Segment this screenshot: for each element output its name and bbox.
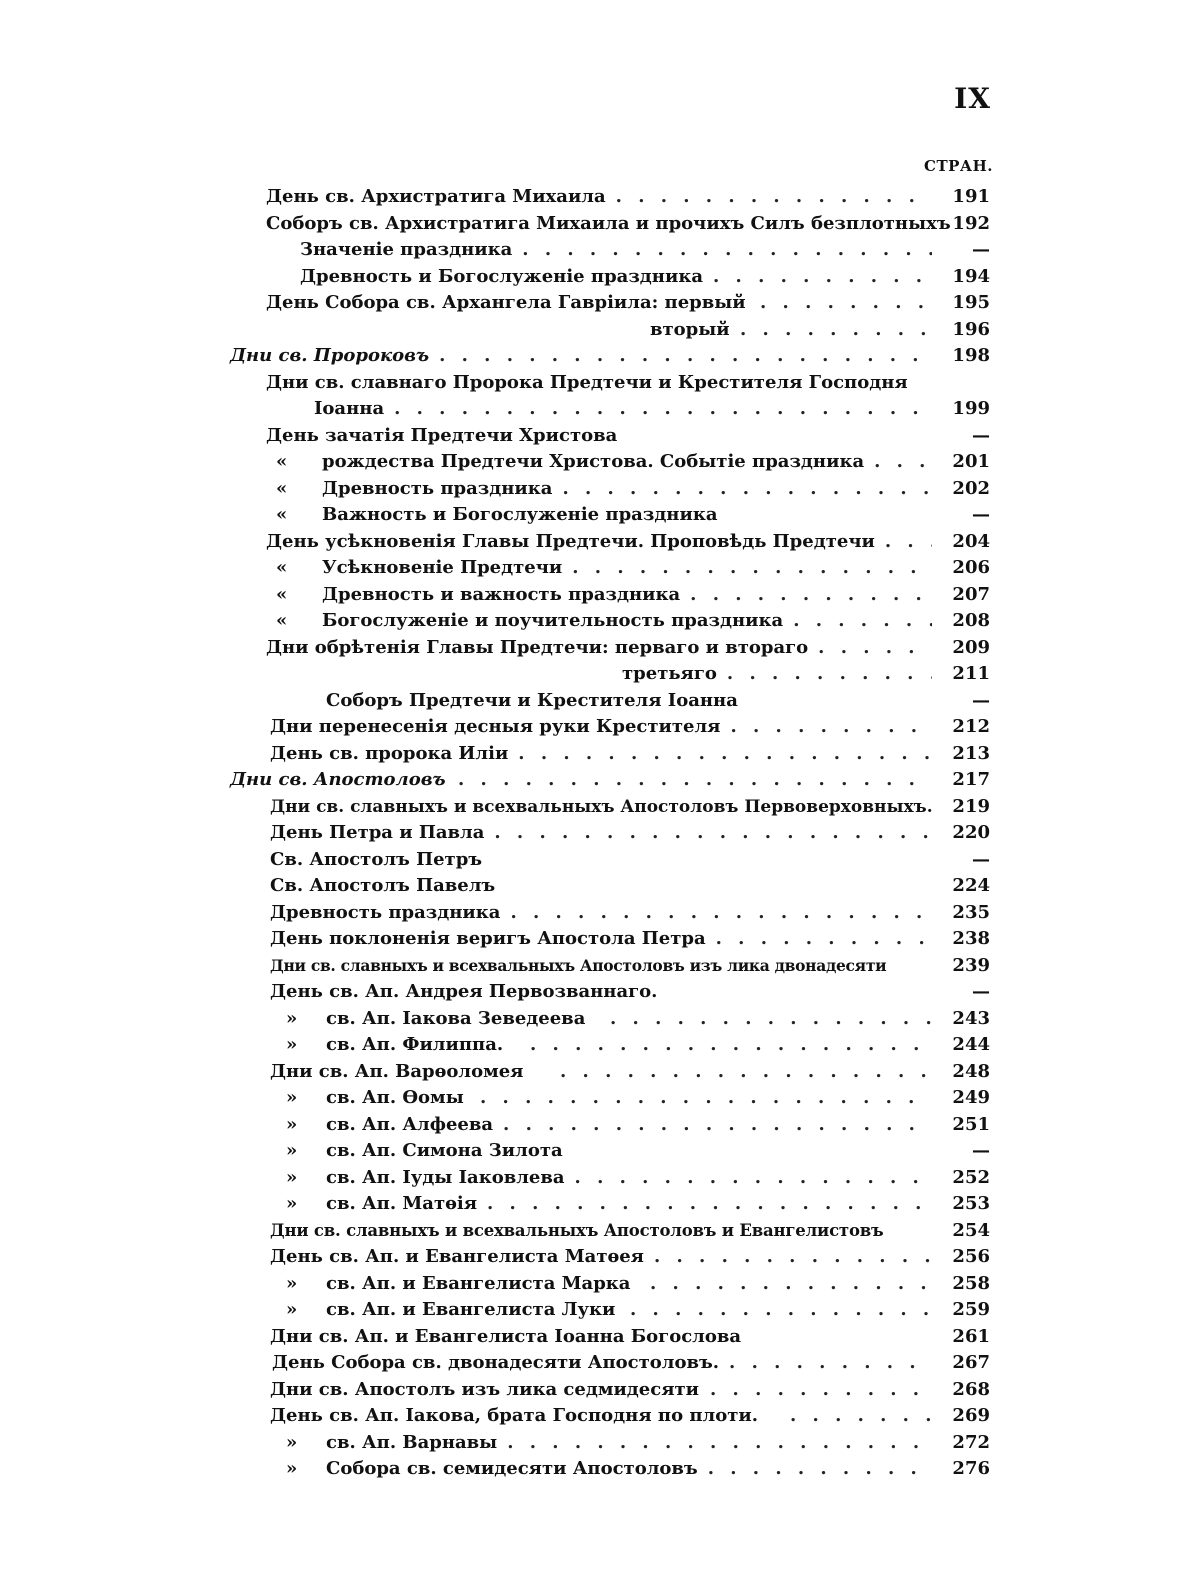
toc-entry-title: Значеніе праздника	[300, 239, 513, 260]
toc-entry	[230, 1377, 990, 1404]
toc-entry	[230, 290, 990, 317]
toc-entry-page: 256	[952, 1246, 990, 1267]
toc-entry-title: День зачатія Предтечи Христова	[266, 424, 618, 446]
ditto-mark: «	[276, 557, 288, 578]
toc-entry-title: Дни св. Ап. и Евангелиста Іоанна Богослова	[270, 1325, 742, 1347]
toc-entry	[230, 423, 990, 450]
dot-leader	[710, 1377, 932, 1404]
toc-entry-page: 206	[952, 557, 990, 578]
ditto-mark: »	[286, 1431, 298, 1453]
toc-entry-title: Св. Апостолъ Павелъ	[270, 875, 496, 896]
toc-entry	[230, 1059, 990, 1086]
dot-leader	[730, 714, 932, 741]
toc-entry	[230, 794, 990, 821]
dot-leader	[518, 741, 932, 768]
dot-leader	[708, 1456, 932, 1483]
toc-entry	[230, 476, 990, 503]
toc-entry	[230, 767, 990, 794]
toc-entry-title: День поклоненія веригъ Апостола Петра	[270, 928, 706, 949]
ditto-mark: «	[276, 504, 288, 525]
toc-entry-title: св. Ап. Матѳія	[326, 1193, 477, 1214]
dot-leader	[439, 343, 932, 370]
toc-entry-page: 238	[952, 928, 990, 949]
toc-entry-page: —	[972, 848, 990, 870]
toc-entry-page: 259	[952, 1299, 990, 1320]
toc-entry	[230, 820, 990, 847]
toc-entry-page: 254	[952, 1219, 990, 1241]
toc-entry-title: св. Ап. Симона Зилота	[326, 1140, 563, 1161]
toc-entry-page: 267	[952, 1352, 990, 1373]
toc-entry-title: День св. Ап. Андрея Первозваннаго.	[270, 981, 658, 1002]
toc-section-heading: Дни св. Апостоловъ	[230, 769, 446, 790]
toc-entry-title: св. Ап. Іуды Іаковлева	[326, 1166, 565, 1188]
dot-leader	[610, 1006, 932, 1033]
toc-entry-page: 192	[952, 212, 990, 234]
ditto-mark: «	[276, 451, 288, 472]
toc-entry	[230, 847, 990, 874]
dot-leader	[793, 608, 932, 635]
toc-entry-page: 207	[952, 583, 990, 605]
toc-entry	[230, 555, 990, 582]
toc-entry-title: Дни обрѣтенія Главы Предтечи: перваго и втораго	[266, 636, 809, 658]
dot-leader	[650, 1271, 932, 1298]
ditto-mark: »	[286, 1007, 298, 1029]
toc-entry	[230, 582, 990, 609]
dot-leader	[507, 1430, 932, 1457]
ditto-mark: »	[286, 1140, 298, 1161]
toc-entry	[230, 1006, 990, 1033]
toc-entry-page: —	[972, 239, 990, 260]
toc-section-heading: Дни св. Пророковъ	[230, 345, 430, 366]
toc-entry-title: Соборъ св. Архистратига Михаила и прочихъ Силъ безплотныхъ	[266, 212, 951, 234]
toc-entry	[230, 237, 990, 264]
dot-leader	[522, 237, 932, 264]
dot-leader	[740, 317, 932, 344]
toc-entry-title: Древность праздника	[322, 477, 553, 499]
toc-entry-title: Дни св. славнаго Пророка Предтечи и Крестителя Господня	[266, 371, 908, 393]
toc-entry-page: 220	[952, 822, 990, 843]
toc-entry	[230, 926, 990, 953]
ditto-mark: «	[276, 583, 288, 605]
toc-entry	[230, 900, 990, 927]
dot-leader	[480, 1085, 932, 1112]
toc-entry-page: 253	[952, 1193, 990, 1214]
toc-entry	[230, 264, 990, 291]
toc-entry-title: Дни св. славныхъ и всехвальныхъ Апостоловъ Первоверховныхъ.	[270, 796, 933, 817]
toc-entry	[230, 343, 990, 370]
toc-entry-title: вторый	[650, 318, 730, 340]
toc-entry-page: 268	[952, 1378, 990, 1400]
ditto-mark: »	[286, 1299, 298, 1320]
ditto-mark: »	[286, 1113, 298, 1135]
toc-entry-title: День усѣкновенія Главы Предтечи. Проповѣдь Предтечи	[266, 530, 875, 552]
toc-entry-title: св. Ап. Алфеева	[326, 1113, 494, 1135]
toc-entry-page: —	[972, 1140, 990, 1161]
toc-entry-title: Соборъ Предтечи и Крестителя Іоанна	[326, 689, 738, 711]
toc-entry	[230, 1244, 990, 1271]
toc-entry-title: День св. Ап. Іакова, брата Господня по плоти.	[270, 1405, 759, 1426]
toc-entry-title: Древность праздника	[270, 901, 501, 923]
toc-entry	[230, 370, 990, 397]
dot-leader	[494, 820, 932, 847]
dot-leader	[562, 476, 932, 503]
dot-leader	[616, 184, 932, 211]
dot-leader	[458, 767, 932, 794]
toc-entry-page: 276	[952, 1458, 990, 1479]
column-label-pages: СТРАН.	[924, 157, 993, 175]
toc-entry	[230, 396, 990, 423]
toc-entry-title: третьяго	[622, 663, 717, 684]
toc-entry-title: Дни св. славныхъ и всехвальныхъ Апостоловъ изъ лика двонадесяти	[270, 955, 887, 975]
toc-entry	[230, 1456, 990, 1483]
toc-entry	[230, 502, 990, 529]
toc-entry	[230, 1085, 990, 1112]
toc-entry-title: День Петра и Павла	[270, 822, 485, 843]
dot-leader	[503, 1112, 932, 1139]
toc-entry-page: 249	[952, 1087, 990, 1108]
toc-entry-title: св. Ап. Филиппа.	[326, 1034, 504, 1055]
toc-entry-page: 213	[952, 742, 990, 764]
dot-leader	[690, 582, 932, 609]
dot-leader	[713, 264, 932, 291]
toc-entry	[230, 688, 990, 715]
toc-entry-page: 194	[952, 265, 990, 287]
toc-entry-page: 219	[952, 795, 990, 817]
toc-entry	[230, 1112, 990, 1139]
toc-entry-page: 239	[952, 954, 990, 976]
toc-entry	[230, 635, 990, 662]
dot-leader	[575, 1165, 932, 1192]
toc-entry-page: 269	[952, 1405, 990, 1426]
toc-entry-title: Важность и Богослуженіе праздника	[322, 504, 718, 525]
toc-entry	[230, 1324, 990, 1351]
toc-entry-title: Собора св. семидесяти Апостоловъ	[326, 1458, 698, 1479]
dot-leader	[487, 1191, 932, 1218]
toc-entry-page: 208	[952, 610, 990, 631]
toc-entry-title: День св. Ап. и Евангелиста Матѳея	[270, 1246, 644, 1267]
toc-entry-title: св. Ап. и Евангелиста Марка	[326, 1272, 631, 1294]
toc-entry-title: День Собора св. двонадесяти Апостоловъ.	[272, 1352, 720, 1373]
ditto-mark: «	[276, 477, 288, 499]
toc-entry	[230, 184, 990, 211]
toc-entry-page: 217	[952, 769, 990, 790]
dot-leader	[530, 1032, 932, 1059]
ditto-mark: «	[276, 610, 288, 631]
dot-leader	[716, 926, 932, 953]
toc-entry	[230, 1138, 990, 1165]
toc-entry-title: Дни св. Ап. Варѳоломея	[270, 1060, 524, 1082]
dot-leader	[727, 661, 932, 688]
toc-entry	[230, 661, 990, 688]
toc-entry	[230, 449, 990, 476]
toc-entry-page: 224	[952, 875, 990, 896]
toc-entry-page: 202	[952, 477, 990, 499]
toc-entry-page: 201	[952, 451, 990, 472]
toc-entry	[230, 1430, 990, 1457]
page-number: IX	[954, 82, 991, 115]
toc-entry-page: 191	[952, 186, 990, 207]
toc-entry-title: св. Ап. и Евангелиста Луки	[326, 1299, 616, 1320]
toc-entry-page: —	[972, 424, 990, 446]
toc-entry-title: День Собора св. Архангела Гавріила: первый	[266, 292, 746, 313]
ditto-mark: »	[286, 1034, 298, 1055]
toc-entry	[230, 1165, 990, 1192]
dot-leader	[760, 290, 932, 317]
toc-entry	[230, 1350, 990, 1377]
dot-leader	[818, 635, 932, 662]
dot-leader	[394, 396, 932, 423]
toc-entry	[230, 1191, 990, 1218]
dot-leader	[630, 1297, 932, 1324]
toc-entry-title: св. Ап. Іакова Зеведеева	[326, 1007, 586, 1029]
dot-leader	[560, 1059, 932, 1086]
toc-entry-title: Древность и Богослуженіе праздника	[300, 265, 703, 287]
toc-entry-page: 252	[952, 1166, 990, 1188]
toc-entry-page: 258	[952, 1272, 990, 1294]
toc-entry-title: Дни перенесенія десныя руки Крестителя	[270, 716, 721, 737]
toc-entry-title: Дни св. славныхъ и всехвальныхъ Апостоловъ и Евангелистовъ	[270, 1220, 884, 1240]
toc-entry-title: Дни св. Апостолъ изъ лика седмидесяти	[270, 1378, 700, 1400]
ditto-mark: »	[286, 1193, 298, 1214]
toc-entry	[230, 211, 990, 238]
table-of-contents	[230, 184, 990, 1483]
toc-entry	[230, 979, 990, 1006]
dot-leader	[729, 1350, 932, 1377]
ditto-mark: »	[286, 1087, 298, 1108]
toc-entry-page: 209	[952, 636, 990, 658]
toc-entry-page: —	[972, 504, 990, 525]
toc-entry-page: 261	[952, 1325, 990, 1347]
toc-entry	[230, 873, 990, 900]
toc-entry	[230, 1032, 990, 1059]
toc-entry-title: Іоанна	[314, 398, 385, 419]
toc-entry-page: 272	[952, 1431, 990, 1453]
toc-entry	[230, 1403, 990, 1430]
toc-entry	[230, 714, 990, 741]
toc-entry-title: Усѣкновеніе Предтечи	[322, 557, 563, 578]
toc-entry-page: —	[972, 981, 990, 1002]
toc-entry-title: рождества Предтечи Христова. Событіе праздника	[322, 451, 865, 472]
toc-entry-title: День св. пророка Иліи	[270, 742, 509, 764]
toc-entry	[230, 529, 990, 556]
dot-leader	[510, 900, 932, 927]
ditto-mark: »	[286, 1166, 298, 1188]
dot-leader	[572, 555, 932, 582]
dot-leader	[874, 449, 932, 476]
dot-leader	[654, 1244, 932, 1271]
toc-entry-title: св. Ап. Ѳомы	[326, 1087, 464, 1108]
toc-entry-page: 211	[952, 663, 990, 684]
dot-leader	[790, 1403, 932, 1430]
toc-entry	[230, 608, 990, 635]
toc-entry-page: —	[972, 689, 990, 711]
toc-entry	[230, 317, 990, 344]
toc-entry-page: 199	[952, 398, 990, 419]
toc-entry-page: 251	[952, 1113, 990, 1135]
toc-entry-title: Древность и важность праздника	[322, 583, 681, 605]
toc-entry-title: Св. Апостолъ Петръ	[270, 848, 483, 870]
ditto-mark: »	[286, 1458, 298, 1479]
toc-entry-page: 243	[952, 1007, 990, 1029]
toc-entry	[230, 741, 990, 768]
toc-entry-page: 235	[952, 901, 990, 923]
toc-entry-title: Богослуженіе и поучительность праздника	[322, 610, 784, 631]
toc-entry-page: 248	[952, 1060, 990, 1082]
toc-entry	[230, 1218, 990, 1245]
toc-entry-title: св. Ап. Варнавы	[326, 1431, 498, 1453]
toc-entry-page: 195	[952, 292, 990, 313]
toc-entry	[230, 953, 990, 980]
toc-entry-title: День св. Архистратига Михаила	[266, 186, 606, 207]
toc-entry-page: 198	[952, 345, 990, 366]
toc-entry-page: 212	[952, 716, 990, 737]
toc-entry-page: 204	[952, 530, 990, 552]
dot-leader	[885, 529, 932, 556]
toc-entry	[230, 1271, 990, 1298]
ditto-mark: »	[286, 1272, 298, 1294]
toc-entry-page: 196	[952, 318, 990, 340]
toc-entry	[230, 1297, 990, 1324]
toc-entry-page: 244	[952, 1034, 990, 1055]
